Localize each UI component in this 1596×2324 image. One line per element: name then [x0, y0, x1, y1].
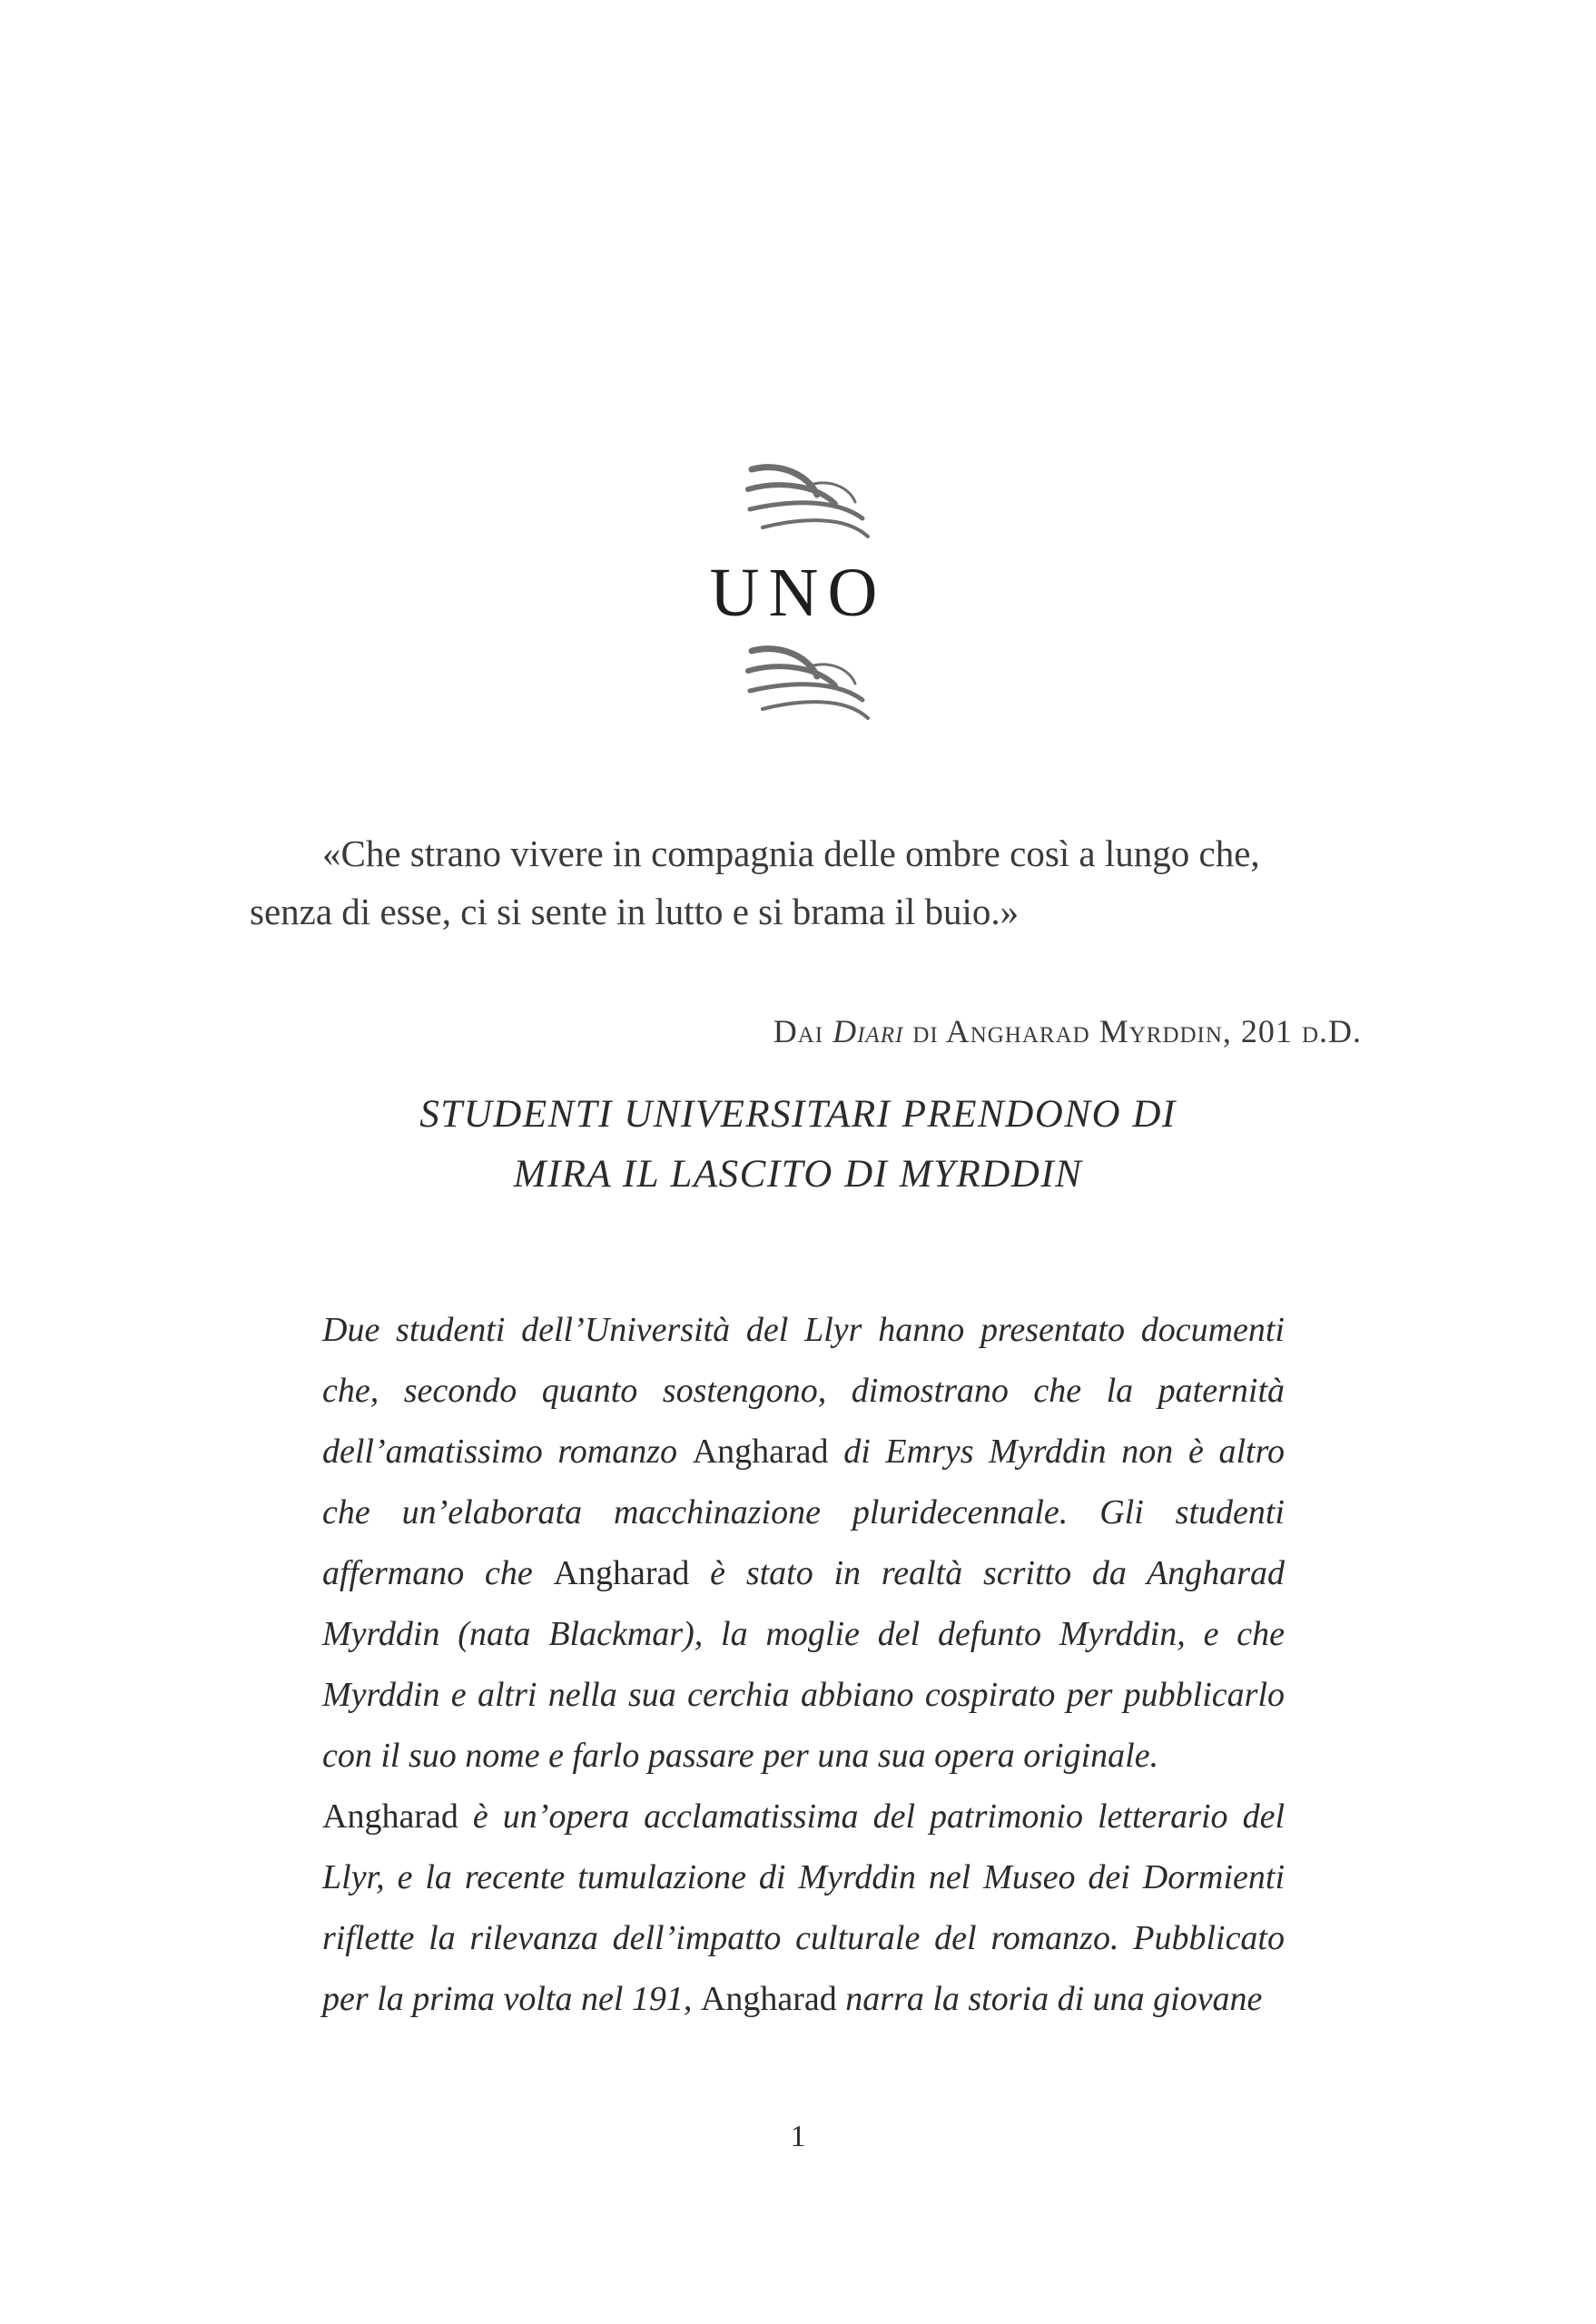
text-run: è un’opera acclamatissima del patrimonio letterario del Llyr, e la recente tumulazione di Myrddin nel Museo dei Dormienti riflette la rilevanza dell’impatto culturale del romanzo. Pubblicato per la prima volta nel 191, — [322, 1797, 1285, 2018]
article-body — [322, 1300, 1285, 2030]
book-title: Angharad — [322, 1797, 458, 1836]
text-run: è stato in realtà scritto da Angharad Myrddin (nata Blackmar), la moglie del defunto Myrddin, e che Myrddin e altri nella sua cerchia abbiano cospirato per pubblicarlo con il suo nome e farlo passare per una sua opera originale. — [322, 1554, 1285, 1775]
epigraph-attribution — [0, 1012, 1362, 1050]
epigraph-line: senza di esse, ci si sente in lutto e si brama il buio.» — [250, 891, 1020, 932]
book-title: Angharad — [692, 1433, 829, 1471]
article-headline — [0, 1085, 1596, 1205]
text-run: di Emrys Myrddin non è altro che un’elaborata macchinazione pluridecennale. Gli studenti affermano che — [322, 1433, 1285, 1592]
headline-line: STUDENTI UNIVERSITARI PRENDONO DI — [419, 1093, 1177, 1136]
attribution-era: d.D. — [1301, 1013, 1362, 1049]
text-run: narra la storia di una giovane — [836, 1980, 1263, 2018]
flourish-ornament-icon — [744, 458, 872, 546]
attribution-work: Diari — [832, 1013, 904, 1049]
flourish-ornament-icon — [744, 640, 872, 727]
chapter-title: UNO — [709, 555, 887, 631]
page-number: 1 — [790, 2120, 806, 2153]
headline-line: MIRA IL LASCITO DI MYRDDIN — [513, 1153, 1083, 1196]
book-title: Angharad — [700, 1980, 837, 2018]
attribution-prefix: Dai — [773, 1013, 824, 1049]
epigraph-line: «Che strano vivere in compagnia delle ombre così a lungo che, — [322, 832, 1260, 874]
article-paragraph — [322, 1300, 1285, 1787]
attribution-author: di Angharad Myrddin, 201 — [912, 1013, 1293, 1049]
article-paragraph — [322, 1787, 1285, 2030]
book-title: Angharad — [553, 1554, 690, 1592]
text-run: Due studenti dell’Università del Llyr hanno presentato documenti che, secondo quanto sostengono, dimostrano che la paternità dell’amatissimo romanzo — [322, 1311, 1285, 1471]
